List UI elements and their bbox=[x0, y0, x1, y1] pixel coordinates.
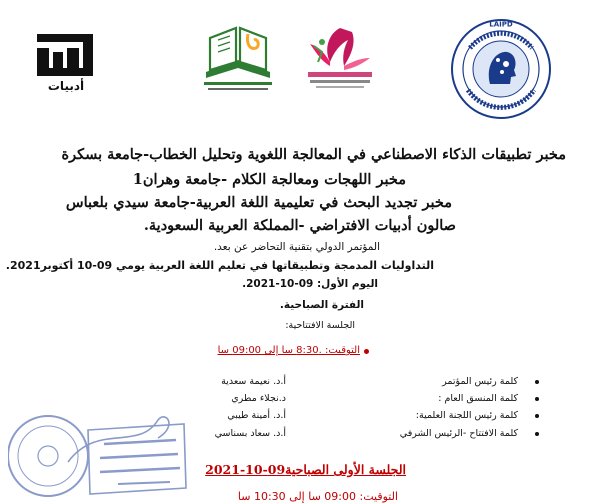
program-role: كلمة المنسق العام : bbox=[438, 393, 518, 404]
timing-bullet-icon bbox=[364, 349, 369, 354]
morning-period-label: الفترة الصباحية. bbox=[279, 299, 364, 311]
lab-title-oran: مخبر اللهجات ومعالجة الكلام -جامعة وهران1 bbox=[132, 171, 406, 188]
program-speaker: أ.د. أمينة طيبي bbox=[227, 410, 286, 421]
day-one-label: اليوم الأول: 09-10-2021. bbox=[242, 278, 378, 290]
program-role: كلمة رئيس اللجنة العلمية: bbox=[415, 410, 518, 421]
bullet-icon bbox=[535, 380, 539, 384]
adabiyat-wordmark: أدبيات bbox=[47, 79, 85, 93]
salon-adabiyat-title: صالون أدبيات الافتراضي -المملكة العربية السعودية. bbox=[143, 217, 456, 234]
conference-announcement: المؤتمر الدولي بتقنية التحاضر عن بعد. bbox=[213, 241, 380, 253]
bullet-icon bbox=[535, 414, 539, 418]
first-session-timing: التوقيت: 09:00 سا إلى 10:30 سا bbox=[237, 490, 398, 503]
opening-session-timing: التوقيت: .8:30 سا إلى 09:00 سا bbox=[217, 345, 360, 356]
first-morning-session-title: الجلسة الأولى الصباحية09-10-2021 bbox=[205, 462, 406, 477]
official-stamp bbox=[8, 392, 208, 501]
program-speaker: أ.د. نعيمة سعدية bbox=[221, 376, 286, 387]
program-speaker: أ.د. سعاد بسناسي bbox=[214, 428, 286, 439]
conference-theme: التداوليات المدمجة وتطبيقاتها في تعليم اللغة العربية يومي 09-10 أكتوبر2021. bbox=[5, 259, 434, 272]
bullet-icon bbox=[535, 432, 539, 436]
program-role: كلمة الافتتاح -الرئيس الشرفي bbox=[399, 428, 518, 439]
program-role: كلمة رئيس المؤتمر bbox=[442, 376, 518, 387]
lab-title-sidi-bel-abbes: مخبر تجديد البحث في تعليمية اللغة العربية-جامعة سيدي بلعباس bbox=[65, 194, 452, 211]
arabic-teaching-lab-logo bbox=[196, 20, 280, 96]
laipd-acronym: LAIPD bbox=[489, 20, 513, 29]
program-speaker: د.نجلاء مطري bbox=[231, 393, 286, 404]
opening-session-label: الجلسة الافتتاحية: bbox=[285, 320, 355, 331]
bullet-icon bbox=[535, 397, 539, 401]
laipd-lab-logo bbox=[450, 18, 552, 120]
speech-lab-logo bbox=[300, 22, 380, 94]
lab-title-biskra: مخبر تطبيقات الذكاء الاصطناعي في المعالجة اللغوية وتحليل الخطاب-جامعة بسكرة bbox=[61, 146, 566, 163]
